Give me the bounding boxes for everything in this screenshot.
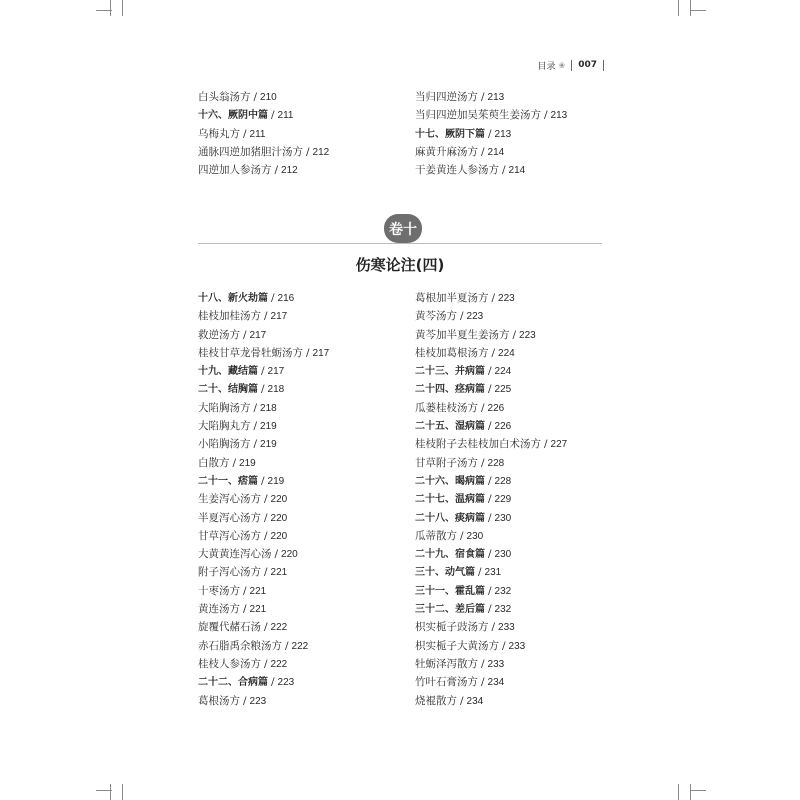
entry-title: 白散方 [198,456,230,469]
entry-page-number: 214 [487,146,505,158]
entry-title: 桂枝附子去桂枝加白术汤方 [415,438,541,451]
entry-title: 瓜蒂散方 [415,529,457,542]
entry-title: 葛根加半夏汤方 [415,292,489,304]
toc-entry [198,125,398,143]
entry-title: 小陷胸汤方 [198,438,251,451]
entry-page-number: 221 [249,604,267,616]
toc-entry [198,161,398,179]
entry-page-number: 234 [466,695,484,707]
entry-page-number: 233 [508,640,526,652]
entry-page-number: 225 [494,384,512,396]
toc-chapter-entry [415,417,615,435]
entry-title: 枳实栀子大黄汤方 [415,639,499,652]
entry-page-number: 213 [550,110,568,122]
toc-entry [198,344,398,362]
separator-slash: / [491,292,496,304]
entry-page-number: 219 [260,421,277,433]
toc-entry [198,692,398,710]
entry-title: 干姜黄连人参汤方 [415,164,499,177]
separator-slash: / [481,456,485,469]
entry-title: 二十三、并病篇 [415,366,485,378]
entry-page-number: 217 [249,329,267,341]
entry-title: 三十、动气篇 [415,567,475,579]
entry-page-number: 223 [466,311,484,323]
toc-entry [415,289,615,307]
entry-page-number: 212 [281,165,298,177]
toc-chapter-entry [415,582,615,600]
entry-page-number: 224 [498,347,515,359]
entry-title: 二十一、痞篇 [198,475,258,487]
entry-title: 大黄黄连泻心汤 [198,548,272,561]
entry-page-number: 218 [260,402,277,414]
toc-column-main-left [198,289,398,710]
entry-title: 枳实栀子豉汤方 [415,621,489,634]
crop-mark [678,0,679,16]
toc-entry [415,307,615,325]
entry-title: 二十七、温病篇 [415,494,485,506]
toc-entry [198,490,398,508]
entry-page-number: 217 [267,366,285,378]
entry-title: 通脉四逆加猪胆汁汤方 [198,145,303,158]
toc-entry [198,582,398,600]
entry-title: 十六、厥阴中篇 [198,110,268,122]
separator-slash: / [253,420,258,433]
entry-title: 二十四、痉病篇 [415,384,485,396]
entry-page-number: 210 [260,92,277,103]
entry-page-number: 220 [270,494,288,506]
entry-title: 三十一、霍乱篇 [415,585,485,597]
header-divider [603,60,604,71]
entry-page-number: 221 [249,585,267,597]
separator-slash: / [264,511,268,524]
crop-mark [110,0,111,16]
separator-slash: / [261,474,265,487]
separator-slash: / [488,511,492,524]
entry-page-number: 231 [484,567,502,579]
separator-slash: / [460,694,464,707]
separator-slash: / [481,657,485,670]
entry-title: 二十、结胸篇 [198,384,258,396]
entry-title: 牡蛎泽泻散方 [415,657,478,670]
toc-entry [415,673,615,691]
entry-page-number: 213 [494,128,512,140]
separator-slash: / [264,493,268,506]
entry-page-number: 220 [270,530,288,542]
entry-title: 十七、厥阴下篇 [415,128,485,140]
entry-page-number: 229 [494,494,512,506]
entry-page-number: 220 [281,549,298,561]
header-title: 目录 [537,61,556,72]
entry-title: 甘草泻心汤方 [198,529,261,542]
entry-page-number: 226 [494,421,512,433]
separator-slash: / [274,164,279,177]
entry-title: 当归四逆汤方 [415,91,478,103]
entry-title: 赤石脂禹余粮汤方 [198,639,282,652]
separator-slash: / [232,456,237,469]
entry-title: 甘草附子汤方 [415,456,478,469]
separator-slash: / [488,383,492,396]
header-page-number: 007 [578,60,597,70]
entry-title: 葛根汤方 [198,694,240,707]
entry-title: 黄芩加半夏生姜汤方 [415,328,510,341]
toc-chapter-entry [415,362,615,380]
entry-title: 桂枝加葛根汤方 [415,346,489,359]
toc-entry [198,88,398,106]
toc-chapter-entry [198,106,398,124]
toc-chapter-entry [198,289,398,307]
entry-page-number: 211 [277,110,294,122]
toc-entry [198,655,398,673]
toc-chapter-entry [415,125,615,143]
entry-page-number: 217 [312,347,330,359]
entry-title: 二十九、宿食篇 [415,549,485,561]
separator-slash: / [502,164,506,177]
separator-slash: / [512,328,517,341]
separator-slash: / [460,310,464,323]
crop-mark [678,784,679,800]
entry-title: 瓜蒌桂枝汤方 [415,401,478,414]
toc-entry [415,88,615,106]
entry-title: 黄连汤方 [198,603,240,616]
entry-page-number: 222 [291,640,309,652]
toc-entry [198,563,398,581]
separator-slash: / [264,566,268,579]
separator-slash: / [306,346,310,359]
toc-entry [415,326,615,344]
separator-slash: / [243,694,247,707]
entry-title: 桂枝人参汤方 [198,657,261,670]
entry-title: 乌梅丸方 [198,127,240,140]
toc-chapter-entry [415,490,615,508]
entry-page-number: 223 [277,677,295,689]
entry-title: 半夏泻心汤方 [198,511,261,524]
entry-title: 十八、新火劫篇 [198,293,268,304]
crop-mark [690,0,691,16]
separator-slash: / [243,328,247,341]
separator-slash: / [253,91,258,103]
entry-title: 当归四逆加吴茱萸生姜汤方 [415,109,541,122]
separator-slash: / [544,438,548,451]
entry-page-number: 211 [249,128,266,140]
entry-title: 麻黄升麻汤方 [415,145,478,158]
separator-slash: / [264,529,268,542]
separator-slash: / [488,365,492,378]
entry-title: 生姜泻心汤方 [198,493,261,506]
toc-entry [198,637,398,655]
toc-entry [415,106,615,124]
entry-page-number: 223 [498,293,515,304]
toc-entry [198,417,398,435]
toc-entry [198,545,398,563]
entry-title: 旋覆代赭石汤 [198,621,261,634]
toc-chapter-entry [415,509,615,527]
crop-mark [122,784,123,800]
entry-title: 十九、藏结篇 [198,366,258,378]
toc-entry [415,655,615,673]
toc-entry [415,527,615,545]
entry-page-number: 221 [270,567,288,579]
entry-page-number: 220 [270,512,288,524]
entry-title: 竹叶石膏汤方 [415,676,478,689]
toc-chapter-entry [198,673,398,691]
toc-entry [415,344,615,362]
toc-entry [415,618,615,636]
crop-mark [690,10,706,11]
toc-entry [415,161,615,179]
entry-page-number: 230 [494,549,512,561]
toc-column-main-right [415,289,615,710]
toc-chapter-entry [198,472,398,490]
running-header [537,58,604,72]
toc-entry [198,600,398,618]
entry-page-number: 223 [249,695,267,707]
separator-slash: / [285,639,289,652]
separator-slash: / [502,639,506,652]
volume-marker: 卷十 [384,214,422,243]
entry-page-number: 213 [487,92,505,103]
entry-page-number: 224 [494,366,512,378]
crop-mark [122,0,123,16]
crop-mark [96,10,112,11]
toc-entry [198,435,398,453]
separator-slash: / [488,548,492,561]
separator-slash: / [481,145,485,158]
crop-mark [96,790,112,791]
entry-page-number: 222 [270,622,288,634]
toc-chapter-entry [415,600,615,618]
entry-title: 二十五、湿病篇 [415,421,485,433]
entry-page-number: 212 [312,146,330,158]
separator-slash: / [491,621,496,634]
toc-chapter-entry [415,380,615,398]
separator-slash: / [243,603,247,616]
separator-slash: / [478,566,482,579]
separator-slash: / [544,109,548,122]
toc-chapter-entry [415,472,615,490]
toc-entry [198,509,398,527]
separator-slash: / [491,346,496,359]
toc-entry [415,454,615,472]
entry-title: 二十六、暍病篇 [415,475,485,487]
separator-slash: / [481,91,485,103]
separator-slash: / [264,621,268,634]
entry-page-number: 219 [267,475,285,487]
toc-entry [415,637,615,655]
toc-chapter-entry [198,380,398,398]
toc-chapter-entry [415,563,615,581]
toc-entry [198,527,398,545]
toc-entry [415,692,615,710]
entry-page-number: 214 [508,165,526,177]
entry-title: 救逆汤方 [198,328,240,341]
crop-mark [690,784,691,800]
separator-slash: / [264,310,268,323]
entry-page-number: 228 [494,475,512,487]
entry-page-number: 234 [487,677,505,689]
separator-slash: / [488,603,492,616]
entry-page-number: 227 [550,439,568,451]
separator-slash: / [253,401,258,414]
entry-title: 桂枝加桂汤方 [198,310,261,323]
separator-slash: / [481,401,485,414]
entry-title: 黄芩汤方 [415,310,457,323]
entry-page-number: 222 [270,658,288,670]
separator-slash: / [274,548,279,561]
entry-title: 大陷胸丸方 [198,420,251,433]
separator-slash: / [261,365,265,378]
volume-title: 伤寒论注(四) [355,256,445,274]
entry-page-number: 232 [494,585,512,597]
entry-page-number: 232 [494,604,512,616]
toc-entry [198,618,398,636]
entry-page-number: 230 [466,530,484,542]
entry-page-number: 218 [267,384,285,396]
entry-title: 桂枝甘草龙骨牡蛎汤方 [198,346,303,359]
toc-entry [198,143,398,161]
entry-title: 四逆加人参汤方 [198,164,272,177]
toc-chapter-entry [415,545,615,563]
separator-slash: / [271,109,275,122]
entry-page-number: 219 [239,457,256,469]
entry-page-number: 219 [260,439,277,451]
toc-chapter-entry [198,362,398,380]
separator-slash: / [253,438,258,451]
separator-slash: / [488,584,492,597]
entry-page-number: 233 [498,622,515,634]
separator-slash: / [488,127,492,140]
entry-page-number: 230 [494,512,512,524]
entry-page-number: 233 [487,658,505,670]
crop-mark [690,790,706,791]
toc-entry [198,399,398,417]
separator-slash: / [261,383,265,396]
crop-mark [110,784,111,800]
toc-column-top-right [415,88,615,179]
separator-slash: / [243,584,247,597]
separator-slash: / [271,292,275,304]
entry-title: 三十二、差后篇 [415,604,485,616]
entry-title: 附子泻心汤方 [198,566,261,579]
separator-slash: / [460,529,464,542]
toc-entry [415,399,615,417]
separator-slash: / [243,127,247,140]
separator-slash: / [264,657,268,670]
toc-entry [198,454,398,472]
entry-page-number: 223 [519,329,536,341]
entry-page-number: 217 [270,311,288,323]
header-divider [571,60,572,71]
toc-entry [415,435,615,453]
entry-page-number: 228 [487,457,505,469]
toc-column-top-left [198,88,398,179]
entry-title: 大陷胸汤方 [198,401,251,414]
entry-title: 烧裩散方 [415,694,457,707]
entry-title: 二十二、合病篇 [198,677,268,689]
toc-entry [198,326,398,344]
separator-slash: / [271,676,275,689]
toc-entry [198,307,398,325]
entry-title: 二十八、痰病篇 [415,512,485,524]
separator-slash: / [488,420,492,433]
entry-page-number: 216 [277,293,295,304]
entry-title: 白头翁汤方 [198,91,251,103]
toc-entry [415,143,615,161]
separator-slash: / [488,474,492,487]
separator-slash: / [481,676,485,689]
entry-title: 十枣汤方 [198,584,240,597]
ornament-icon: ❀ [558,60,566,70]
separator-slash: / [306,145,310,158]
volume-divider [198,243,602,244]
separator-slash: / [488,493,492,506]
entry-page-number: 226 [487,402,505,414]
